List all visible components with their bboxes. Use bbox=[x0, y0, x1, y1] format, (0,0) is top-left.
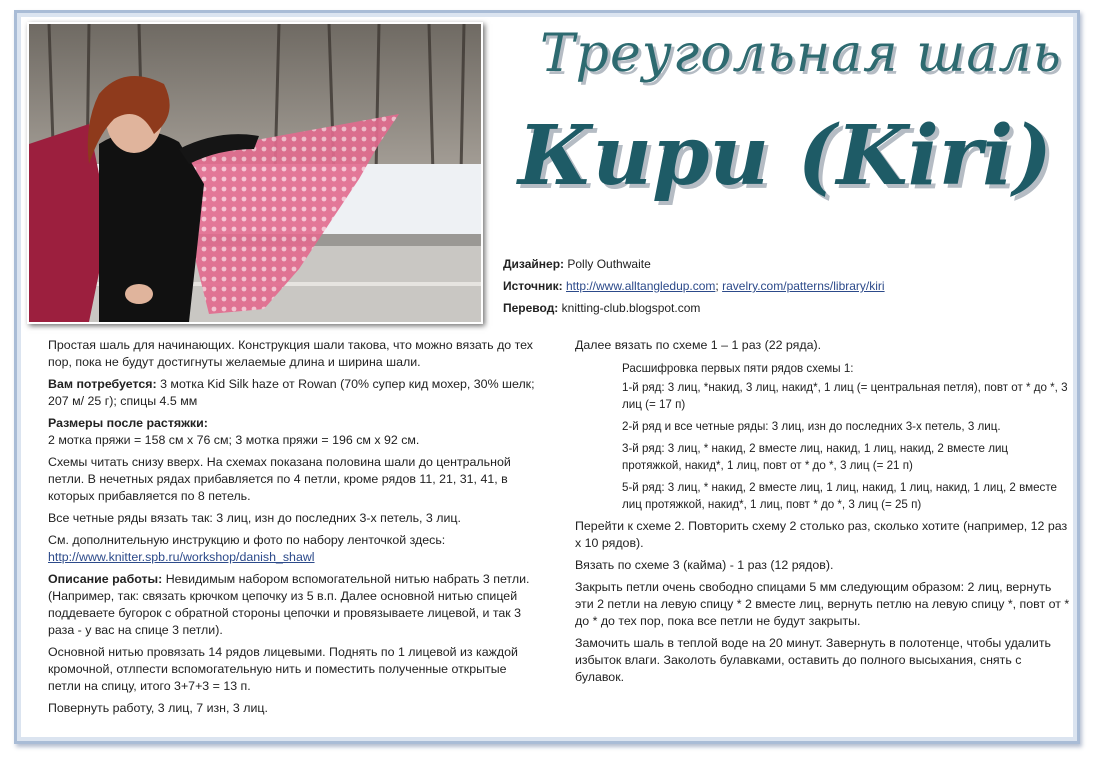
main-yarn-paragraph: Основной нитью провязать 14 рядов лицевыми. Поднять по 1 лицевой из каждой кромочной, отлпести вспомогательную нить и поместить полученные открытые петли на спицу, итого 3+7+3 = 13 п. bbox=[48, 645, 518, 693]
description-label: Описание работы: bbox=[48, 572, 163, 586]
source-label: Источник: bbox=[503, 279, 563, 293]
designer-value: Polly Outhwaite bbox=[567, 257, 651, 271]
schemes-paragraph: Схемы читать снизу вверх. На схемах показана половина шали до центральной петли. В нечетных рядах прибавляется по 4 петли, кроме рядов 11, 21, 31, 41, в которых прибавляется по 8 петель. bbox=[48, 455, 511, 503]
source-link-alltangledup[interactable]: http://www.alltangledup.com bbox=[566, 279, 716, 293]
title-line-1: Треугольная шаль bbox=[540, 24, 1062, 84]
sizes-label: Размеры после растяжки: bbox=[48, 416, 208, 430]
row5-text: 5-й ряд: 3 лиц, * накид, 2 вместе лиц, 1 лиц, накид, 1 лиц, накид, 1 лиц, 2 вместе лиц протяжкой, накид*, 1 лиц, повт * до *, 3 лиц (= 25 п) bbox=[622, 481, 1057, 511]
source-separator: ; bbox=[715, 279, 719, 293]
description-paragraph bbox=[48, 571, 538, 639]
knitter-link[interactable]: http://www.knitter.spb.ru/workshop/danish_shawl bbox=[48, 550, 315, 564]
materials-paragraph bbox=[48, 376, 538, 410]
source-row bbox=[503, 279, 885, 293]
designer-label: Дизайнер: bbox=[503, 257, 565, 271]
source-link-ravelry[interactable]: ravelry.com/patterns/library/kiri bbox=[722, 279, 885, 293]
intro-paragraph: Простая шаль для начинающих. Конструкция шали такова, что можно вязать до тех пор, пока не будут достигнуты желаемые длина и ширина шали. bbox=[48, 338, 533, 369]
scheme3-paragraph: Вязать по схеме 3 (кайма) - 1 раз (12 рядов). bbox=[575, 558, 834, 572]
decode-block bbox=[622, 360, 1070, 513]
scheme2-paragraph: Перейти к схеме 2. Повторить схему 2 столько раз, сколько хотите (например, 12 раз x 10 рядов). bbox=[575, 519, 1068, 550]
designer-row bbox=[503, 257, 651, 271]
sizes-text: 2 мотка пряжи = 158 см x 76 см; 3 мотка пряжи = 196 см x 92 см. bbox=[48, 433, 420, 447]
shawl-photo bbox=[27, 22, 483, 324]
even-rows-paragraph: Все четные ряды вязать так: 3 лиц, изн до последних 3-х петель, 3 лиц. bbox=[48, 511, 461, 525]
sizes-paragraph bbox=[48, 415, 538, 449]
materials-text: 3 мотка Kid Silk haze от Rowan (70% супер кид мохер, 30% шелк; 207 м/ 25 г); спицы 4.5 мм bbox=[48, 377, 535, 408]
decode-title: Расшифровка первых пяти рядов схемы 1: bbox=[622, 362, 854, 375]
soak-paragraph: Замочить шаль в теплой воде на 20 минут. Завернуть в полотенце, чтобы удалить избыток влаги. Заколоть булавками, оставить до полного высыхания, снять с булавок. bbox=[575, 636, 1051, 684]
more-info-paragraph bbox=[48, 532, 538, 566]
row3-text: 3-й ряд: 3 лиц, * накид, 2 вместе лиц, накид, 1 лиц, накид, 2 вместе лиц протяжкой, накид*, 1 лиц, повт от * до *, 3 лиц (= 21 п) bbox=[622, 442, 1009, 472]
turn-paragraph: Повернуть работу, 3 лиц, 7 изн, 3 лиц. bbox=[48, 701, 268, 715]
left-column bbox=[48, 337, 538, 722]
materials-label: Вам потребуется: bbox=[48, 377, 157, 391]
translation-row bbox=[503, 301, 700, 315]
description-text: Невидимым набором вспомогательной нитью набрать 3 петли. (Например, так: связать крючком цепочку из 5 в.п. Далее основной нитью спицей поддеваете бугорок с обратной стороны цепочки и провязываете лицевой, и так 3 раза - у вас на спице 3 петли). bbox=[48, 572, 530, 637]
row1-text: 1-й ряд: 3 лиц, *накид, 3 лиц, накид*, 1 лиц (= центральная петля), повт от * до *, 3 лиц (= 17 п) bbox=[622, 381, 1068, 411]
translation-value: knitting-club.blogspot.com bbox=[561, 301, 701, 315]
title-line-2: Кири (Kiri) bbox=[517, 108, 1053, 204]
right-column bbox=[575, 337, 1070, 691]
bind-off-paragraph: Закрыть петли очень свободно спицами 5 мм следующим образом: 2 лиц, вернуть эти 2 петли на левую спицу * 2 вместе лиц, вернуть петлю на левую спицу *, повт от * до * до тех пор, пока все петли не будут закрыты. bbox=[575, 580, 1070, 628]
row2-text: 2-й ряд и все четные ряды: 3 лиц, изн до последних 3-х петель, 3 лиц. bbox=[622, 420, 1001, 433]
scheme1-paragraph: Далее вязать по схеме 1 – 1 раз (22 ряда). bbox=[575, 338, 822, 352]
more-info-text: См. дополнительную инструкцию и фото по набору ленточкой здесь: bbox=[48, 533, 446, 547]
translation-label: Перевод: bbox=[503, 301, 559, 315]
